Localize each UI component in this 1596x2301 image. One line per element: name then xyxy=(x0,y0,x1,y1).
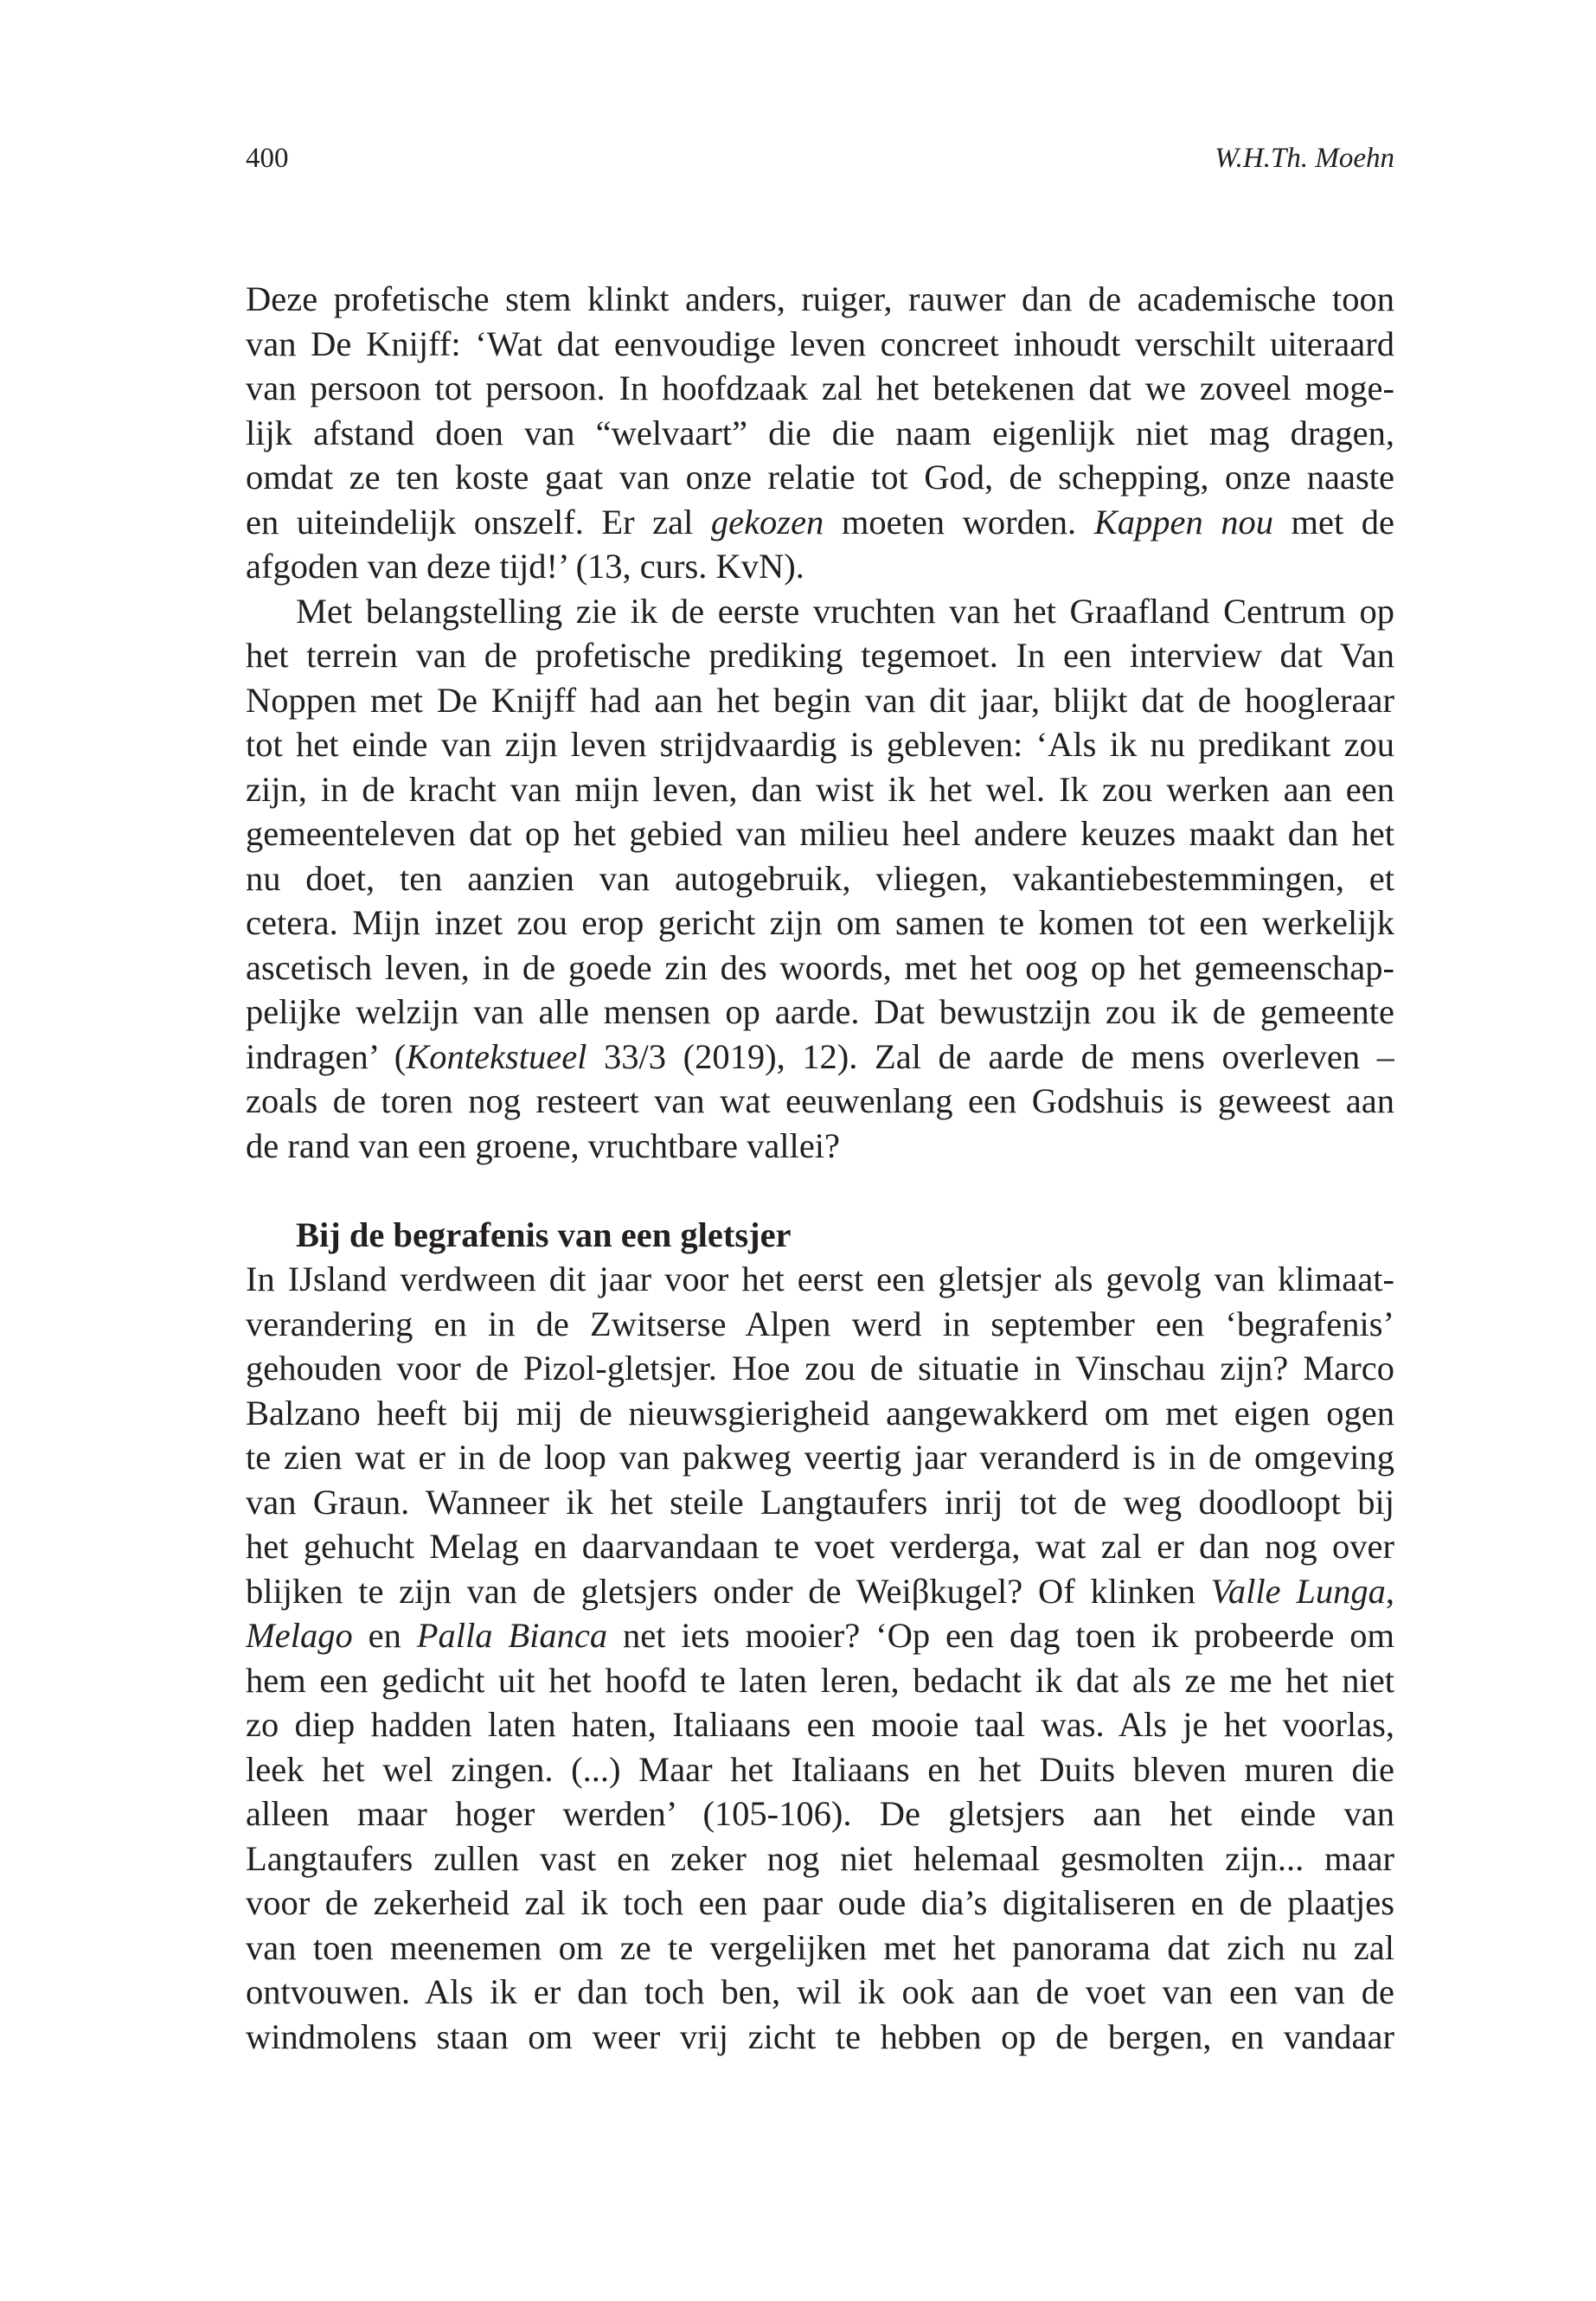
text-fragment: blijken te zijn van de gletsjers onder de Weiβkugel? Of klinken xyxy=(246,1571,1211,1611)
body-text xyxy=(246,277,1394,2059)
text-line: het terrein van de profetische prediking tegemoet. In een interview dat Van xyxy=(246,636,1394,675)
text-line: Met belangstelling zie ik de eerste vruchten van het Graafland Centrum op xyxy=(296,591,1394,631)
text-line: hem een gedicht uit het hoofd te laten leren, bedacht ik dat als ze me het niet xyxy=(246,1660,1394,1700)
section-heading: Bij de begrafenis van een gletsjer xyxy=(296,1215,792,1254)
text-line xyxy=(246,1613,1394,1658)
text-line: lijk afstand doen van “welvaart” die die naam eigenlijk niet mag dragen, xyxy=(246,413,1394,452)
text-fragment: 33/3 (2019), 12). Zal de aarde de mens overleven – xyxy=(586,1036,1394,1076)
text-fragment: en uiteindelijk onszelf. Er zal xyxy=(246,502,711,542)
text-line: cetera. Mijn inzet zou erop gericht zijn om samen te komen tot een werkelijk xyxy=(246,903,1394,942)
text-line: van Graun. Wanneer ik het steile Langtaufers inrij tot de weg doodloopt bij xyxy=(246,1482,1394,1522)
text-line: gehouden voor de Pizol-gletsjer. Hoe zou de situatie in Vinschau zijn? Marco xyxy=(246,1349,1394,1388)
text-line: van De Knijff: ‘Wat dat eenvoudige leven concreet inhoudt verschilt uiteraard xyxy=(246,324,1394,363)
italic-text: Melago xyxy=(246,1616,353,1655)
text-line: nu doet, ten aanzien van autogebruik, vliegen, vakantiebestemmingen, et xyxy=(246,858,1394,898)
text-line: van toen meenemen om ze te vergelijken met het panorama dat zich nu zal xyxy=(246,1927,1394,1967)
text-line: Langtaufers zullen vast en zeker nog niet helemaal gesmolten zijn... maar xyxy=(246,1838,1394,1878)
running-head-author: W.H.Th. Moehn xyxy=(1215,143,1394,174)
text-line: verandering en in de Zwitserse Alpen werd in september een ‘begrafenis’ xyxy=(246,1304,1394,1343)
text-line: Noppen met De Knijff had aan het begin van dit jaar, blijkt dat de hoogleraar xyxy=(246,680,1394,720)
text-line: zo diep hadden laten haten, Italiaans een mooie taal was. Als je het voorlas, xyxy=(246,1705,1394,1744)
paragraph xyxy=(246,1257,1394,2059)
text-line xyxy=(246,500,1394,545)
text-fragment: , xyxy=(1385,1571,1394,1611)
text-line: Deze profetische stem klinkt anders, ruiger, rauwer dan de academische toon xyxy=(246,279,1394,318)
text-line: ontvouwen. Als ik er dan toch ben, wil ik ook aan de voet van een van de xyxy=(246,1972,1394,2011)
italic-text: Palla Bianca xyxy=(416,1616,608,1655)
text-line: zijn, in de kracht van mijn leven, dan wist ik het wel. Ik zou werken aan een xyxy=(246,769,1394,809)
text-line: In IJsland verdween dit jaar voor het eerst een gletsjer als gevolg van klimaat- xyxy=(246,1259,1394,1298)
text-line: alleen maar hoger werden’ (105-106). De gletsjers aan het einde van xyxy=(246,1794,1394,1833)
page-number: 400 xyxy=(246,143,289,174)
text-line: zoals de toren nog resteert van wat eeuwenlang een Godshuis is geweest aan xyxy=(246,1081,1394,1120)
paragraph xyxy=(246,589,1394,1169)
italic-text: Kontekstueel xyxy=(406,1036,587,1076)
text-line: omdat ze ten koste gaat van onze relatie tot God, de schepping, onze naaste xyxy=(246,458,1394,497)
italic-text: Valle Lunga xyxy=(1210,1571,1386,1611)
italic-text: Kappen nou xyxy=(1093,502,1273,542)
section-spacer xyxy=(246,1168,1394,1213)
text-fragment: en xyxy=(352,1616,417,1655)
text-line: Balzano heeft bij mij de nieuwsgierigheid aangewakkerd om met eigen ogen xyxy=(246,1393,1394,1433)
text-fragment: moeten worden. xyxy=(824,502,1094,542)
text-line xyxy=(246,1569,1394,1614)
text-line: leek het wel zingen. (...) Maar het Italiaans en het Duits bleven muren die xyxy=(246,1749,1394,1789)
text-line xyxy=(246,1035,1394,1080)
text-line: windmolens staan om weer vrij zicht te hebben op de bergen, en vandaar xyxy=(246,2016,1394,2056)
text-line: te zien wat er in de loop van pakweg veertig jaar veranderd is in de omgeving xyxy=(246,1438,1394,1477)
text-line: gemeenteleven dat op het gebied van milieu heel andere keuzes maakt dan het xyxy=(246,814,1394,853)
text-line: pelijke welzijn van alle mensen op aarde. Dat bewustzijn zou ik de gemeente xyxy=(246,992,1394,1031)
italic-text: gekozen xyxy=(710,502,824,542)
text-line: tot het einde van zijn leven strijdvaardig is gebleven: ‘Als ik nu predikant zou xyxy=(246,725,1394,764)
text-line: voor de zekerheid zal ik toch een paar oude dia’s digitaliseren en de plaatjes xyxy=(246,1883,1394,1922)
text-fragment: net iets mooier? ‘Op een dag toen ik probeerde om xyxy=(607,1616,1394,1655)
text-line: van persoon tot persoon. In hoofdzaak zal het betekenen dat we zoveel moge- xyxy=(246,369,1394,407)
text-line: ascetisch leven, in de goede zin des woords, met het oog op het gemeenschap- xyxy=(246,947,1394,987)
page-header xyxy=(246,137,1394,180)
text-line: het gehucht Melag en daarvandaan te voet verderga, wat zal er dan nog over xyxy=(246,1527,1394,1566)
text-line: afgoden van deze tijd!’ (13, curs. KvN). xyxy=(246,547,804,586)
text-fragment: met de xyxy=(1272,502,1394,542)
text-fragment: indragen’ ( xyxy=(246,1036,407,1076)
text-line: de rand van een groene, vruchtbare vallei? xyxy=(246,1125,841,1165)
paragraph xyxy=(246,277,1394,589)
